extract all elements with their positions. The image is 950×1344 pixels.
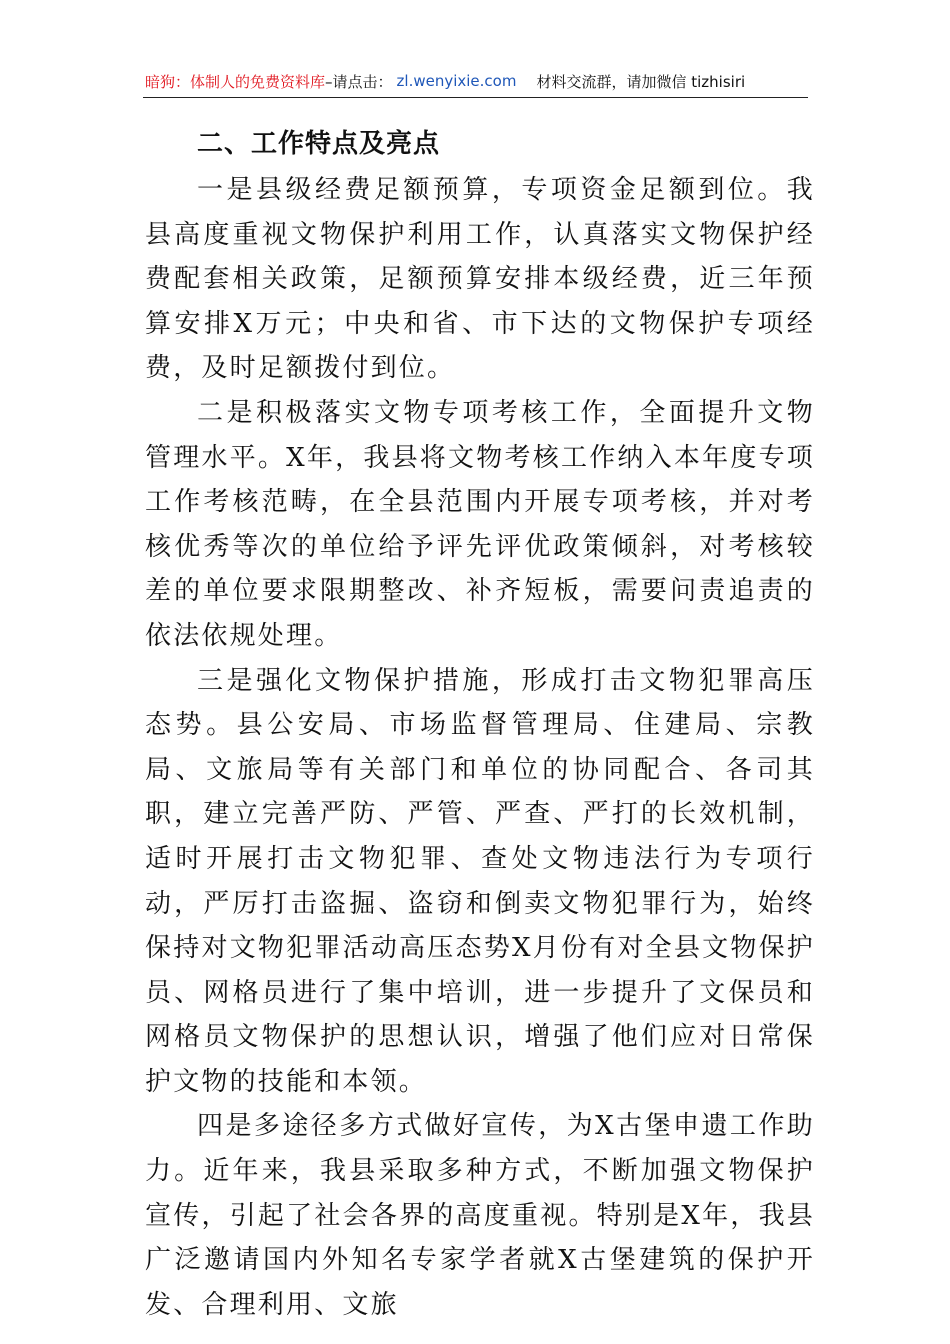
header-brand: 暗狗：体制人的免费资料库 <box>145 72 326 91</box>
document-body <box>145 120 815 1327</box>
header-contact: 材料交流群，请加微信 tizhisiri <box>536 72 746 91</box>
page-header <box>145 66 807 96</box>
header-prompt: –请点击： <box>325 72 393 91</box>
paragraph-3: 三是强化文物保护措施，形成打击文物犯罪高压态势。县公安局、市场监督管理局、住建局、宗教局、文旅局等有关部门和单位的协同配合、各司其职，建立完善严防、严管、严查、严打的长效机制，适时开展打击文物犯罪、查处文物违法行为专项行动，严厉打击盗掘、盗窃和倒卖文物犯罪行为，始终保持对文物犯罪活动高压态势X月份有对全县文物保护员、网格员进行了集中培训，进一步提升了文保员和网格员文物保护的思想认识，增强了他们应对日常保护文物的技能和本领。 <box>145 665 815 1097</box>
paragraph-4: 四是多途径多方式做好宣传，为X古堡申遗工作助力。近年来，我县采取多种方式，不断加强文物保护宣传，引起了社会各界的高度重视。特别是X年，我县广泛邀请国内外知名专家学者就X古堡建筑的保护开发、合理利用、文旅 <box>145 1111 815 1320</box>
section-title: 二、工作特点及亮点 <box>197 129 441 159</box>
paragraph-1: 一是县级经费足额预算，专项资金足额到位。我县高度重视文物保护利用工作，认真落实文物保护经费配套相关政策，足额预算安排本级经费，近三年预算安排X万元；中央和省、市下达的文物保护专项经费，及时足额拨付到位。 <box>145 175 815 384</box>
header-link[interactable]: zl.wenyixie.com <box>396 72 517 90</box>
header-divider <box>143 97 808 98</box>
paragraph-2: 二是积极落实文物专项考核工作，全面提升文物管理水平。X年，我县将文物考核工作纳入本年度专项工作考核范畴，在全县范围内开展专项考核，并对考核优秀等次的单位给予评先评优政策倾斜，对考核较差的单位要求限期整改、补齐短板，需要问责追责的依法依规处理。 <box>145 397 815 651</box>
